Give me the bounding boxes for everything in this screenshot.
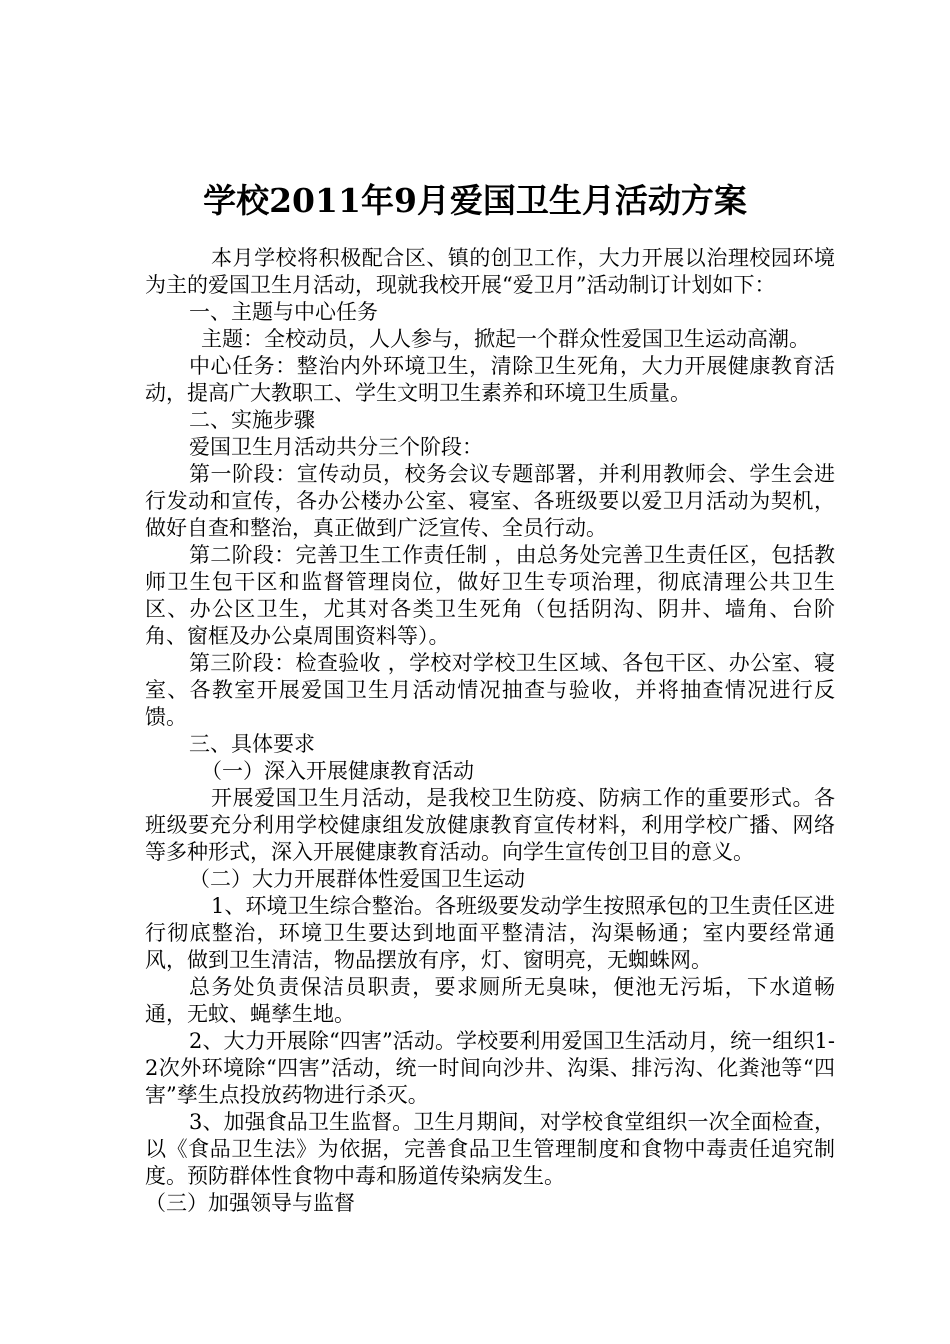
paragraph-food-safety: 3、加强食品卫生监督。卫生月期间，对学校食堂组织一次全面检查，以《食品卫生法》为依据，完善食品卫生管理制度和食物中毒责任追究制度。预防群体性食物中毒和肠道传染病发生。: [145, 1110, 835, 1188]
document-body: [145, 245, 835, 1217]
paragraph-central-task: 中心任务：整治内外环境卫生，清除卫生死角，大力开展健康教育活动，提高广大教职工、学生文明卫生素养和环境卫生质量。: [145, 354, 835, 405]
paragraph-stage-3: 第三阶段：检查验收 ，学校对学校卫生区域、各包干区、办公室、寝室、各教室开展爱国卫生月活动情况抽查与验收，并将抽查情况进行反馈。: [145, 651, 835, 729]
subsection-heading-2: （二）大力开展群体性爱国卫生运动: [189, 867, 525, 891]
document-title: 学校2011年9月爱国卫生月活动方案: [203, 181, 747, 220]
paragraph-four-pests: 2、大力开展除“四害”活动。学校要利用爱国卫生活动月，统一组织1-2次外环境除“四害”活动，统一时间向沙井、沟渠、排污沟、化粪池等“四害”孳生点投放药物进行杀灭。: [145, 1029, 835, 1107]
paragraph-environment: 1、环境卫生综合整治。各班级要发动学生按照承包的卫生责任区进行彻底整治，环境卫生要达到地面平整清洁，沟渠畅通；室内要经常通风，做到卫生清洁，物品摆放有序，灯、窗明亮，无蜘蛛网。: [145, 894, 835, 972]
paragraph-intro: 本月学校将积极配合区、镇的创卫工作，大力开展以治理校园环境为主的爱国卫生月活动，现就我校开展“爱卫月”活动制订计划如下：: [145, 246, 835, 297]
paragraph-theme: 主题：全校动员，人人参与，掀起一个群众性爱国卫生运动高潮。: [201, 327, 810, 351]
paragraph-health-education: 开展爱国卫生月活动，是我校卫生防疫、防病工作的重要形式。各班级要充分利用学校健康组发放健康教育宣传材料，利用学校广播、网络等多种形式，深入开展健康教育活动。向学生宣传创卫目的意义。: [145, 786, 835, 864]
paragraph-stages-intro: 爱国卫生月活动共分三个阶段：: [189, 435, 483, 459]
section-heading-3: 三、具体要求: [189, 732, 315, 756]
section-heading-2: 二、实施步骤: [189, 408, 315, 432]
subsection-heading-1: （一）深入开展健康教育活动: [201, 759, 474, 783]
paragraph-stage-2: 第二阶段：完善卫生工作责任制 ，由总务处完善卫生责任区，包括教师卫生包干区和监督管理岗位，做好卫生专项治理，彻底清理公共卫生区、办公区卫生，尤其对各类卫生死角（包括阴沟、阴井、墙角、台阶角、窗框及办公桌周围资料等）。: [145, 543, 835, 648]
subsection-heading-3: （三）加强领导与监督: [145, 1191, 355, 1215]
paragraph-stage-1: 第一阶段：宣传动员，校务会议专题部署，并利用教师会、学生会进行发动和宣传，各办公楼办公室、寝室、各班级要以爱卫月活动为契机，做好自查和整治，真正做到广泛宣传、全员行动。: [145, 462, 835, 540]
paragraph-general-affairs: 总务处负责保洁员职责，要求厕所无臭味，便池无污垢，下水道畅通，无蚊、蝇孳生地。: [145, 975, 835, 1026]
section-heading-1: 一、主题与中心任务: [189, 300, 378, 324]
